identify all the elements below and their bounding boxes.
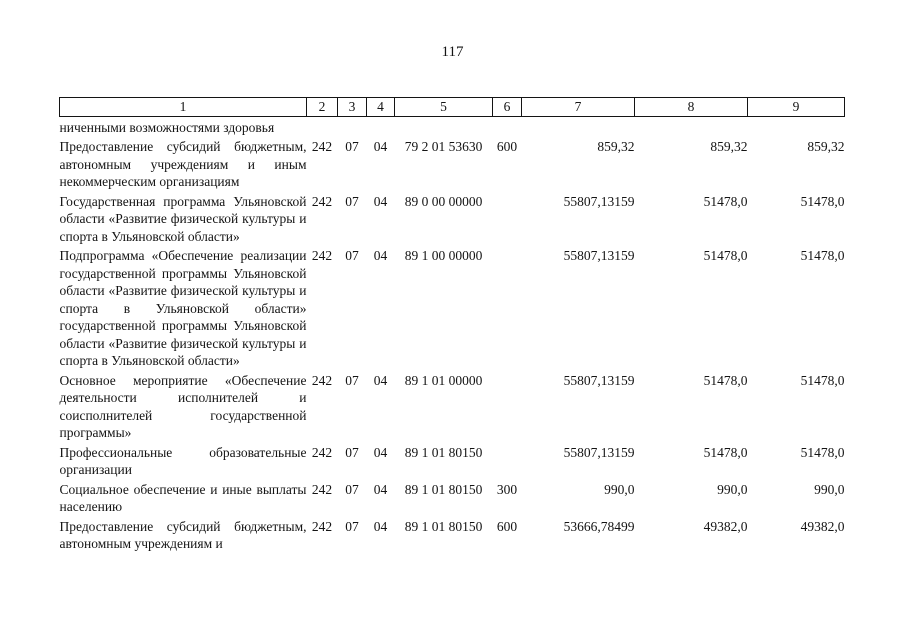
row-name-cell: Основное мероприятие «Обеспечение деятельности исполнителей и соисполнителей государственной программы» — [59, 372, 307, 440]
row-name-cell: Социальное обеспечение и иные выплаты населению — [59, 481, 307, 514]
row-code-4-cell — [367, 116, 395, 136]
row-code-5-cell: 89 1 01 80150 — [404, 444, 483, 460]
row-code-2-cell: 242 — [311, 518, 333, 534]
col-header-5: 5 — [395, 98, 493, 117]
row-code-3-cell: 07 — [345, 518, 359, 534]
col-header-1: 1 — [60, 98, 307, 117]
row-name-cell: Предоставление субсидий бюджетным, автономным учреждениям и — [59, 518, 307, 551]
row-amount-8-cell: 859,32 — [710, 139, 748, 154]
row-code-5-cell: 89 1 01 00000 — [404, 372, 483, 388]
row-name-cell: Профессиональные образовательные организации — [59, 444, 307, 477]
row-code-3-cell — [338, 116, 367, 136]
row-code-5-cell: 89 0 00 00000 — [404, 193, 483, 209]
row-code-3-cell: 07 — [345, 372, 359, 388]
row-amount-7-cell: 55807,13159 — [563, 193, 635, 209]
row-amount-9-cell: 51478,0 — [800, 372, 845, 388]
table-row — [60, 442, 845, 479]
row-code-4-cell: 04 — [373, 248, 388, 263]
col-header-3: 3 — [338, 98, 367, 117]
row-code-5-cell: 89 1 00 00000 — [404, 248, 483, 263]
row-code-2-cell: 242 — [311, 139, 333, 154]
row-amount-8-cell: 990,0 — [717, 481, 748, 497]
row-code-4-cell: 04 — [373, 444, 388, 460]
row-name-cell: Государственная программа Ульяновской области «Развитие физической культуры и спорта в Ульяновской области» — [59, 193, 307, 244]
row-code-2-cell: 242 — [311, 444, 333, 460]
row-code-6-cell: 300 — [496, 481, 518, 497]
header-row — [60, 98, 845, 117]
table-row — [60, 516, 845, 553]
row-amount-7-cell: 55807,13159 — [563, 372, 635, 388]
row-amount-8-cell — [635, 116, 748, 136]
row-amount-8-cell: 51478,0 — [703, 248, 748, 263]
row-amount-7-cell — [522, 116, 635, 136]
row-amount-7-cell: 990,0 — [604, 481, 635, 497]
row-code-4-cell: 04 — [373, 518, 388, 534]
row-code-6-cell: 600 — [496, 139, 518, 154]
row-code-6-cell — [493, 370, 522, 442]
row-code-6-cell — [493, 116, 522, 136]
row-code-3-cell: 07 — [345, 248, 359, 263]
table-row — [60, 479, 845, 516]
row-code-4-cell: 04 — [373, 372, 388, 388]
row-amount-9-cell: 51478,0 — [800, 444, 845, 460]
row-amount-8-cell: 51478,0 — [703, 444, 748, 460]
row-code-6-cell — [493, 442, 522, 479]
table-row — [60, 116, 845, 136]
row-code-2-cell: 242 — [311, 481, 333, 497]
row-amount-7-cell: 55807,13159 — [563, 248, 635, 263]
col-header-9: 9 — [748, 98, 845, 117]
row-amount-7-cell: 53666,78499 — [563, 518, 635, 534]
row-amount-9-cell: 51478,0 — [800, 193, 845, 209]
row-code-6-cell — [493, 191, 522, 246]
row-amount-8-cell: 49382,0 — [703, 518, 748, 534]
row-amount-8-cell: 51478,0 — [703, 372, 748, 388]
row-code-6-cell: 600 — [496, 518, 518, 534]
page-number: 117 — [441, 44, 464, 60]
row-code-3-cell: 07 — [345, 444, 359, 460]
row-code-5-cell — [395, 116, 493, 136]
table-body — [60, 116, 845, 553]
row-code-6-cell — [493, 245, 522, 370]
row-amount-7-cell: 55807,13159 — [563, 444, 635, 460]
row-code-3-cell: 07 — [345, 139, 359, 154]
row-code-4-cell: 04 — [373, 481, 388, 497]
row-name-cell: Предоставление субсидий бюджетным, автономным учреждениям и иным некоммерческим организациям — [59, 139, 307, 189]
row-code-2-cell — [307, 116, 338, 136]
col-header-4: 4 — [367, 98, 395, 117]
col-header-8: 8 — [635, 98, 748, 117]
row-amount-9-cell — [748, 116, 845, 136]
row-name-cell: Подпрограмма «Обеспечение реализации государственной программы Ульяновской области «Развитие физической культуры и спорта в Ульяновской области» государственной программы Ульяновской области «Развитие физической культуры и спорта в Ульяновской области» — [59, 248, 307, 368]
table-row — [60, 191, 845, 246]
table-row — [60, 136, 845, 191]
row-amount-9-cell: 859,32 — [807, 139, 845, 154]
row-amount-9-cell: 51478,0 — [800, 248, 845, 263]
row-amount-8-cell: 51478,0 — [703, 193, 748, 209]
budget-table — [59, 97, 845, 553]
row-amount-7-cell: 859,32 — [597, 139, 635, 154]
row-code-4-cell: 04 — [373, 139, 388, 154]
row-amount-9-cell: 990,0 — [814, 481, 845, 497]
row-code-3-cell: 07 — [345, 481, 359, 497]
row-code-5-cell: 89 1 01 80150 — [404, 481, 483, 497]
row-code-5-cell: 89 1 01 80150 — [404, 518, 483, 534]
row-code-3-cell: 07 — [345, 193, 359, 209]
row-code-2-cell: 242 — [311, 372, 333, 388]
table-row — [60, 245, 845, 370]
row-code-5-cell: 79 2 01 53630 — [404, 139, 483, 154]
row-code-2-cell: 242 — [311, 248, 333, 263]
row-code-4-cell: 04 — [373, 193, 388, 209]
col-header-7: 7 — [522, 98, 635, 117]
col-header-2: 2 — [307, 98, 338, 117]
table-row — [60, 370, 845, 442]
col-header-6: 6 — [493, 98, 522, 117]
row-name-cell: ниченными возможностями здоровья — [59, 119, 275, 135]
row-amount-9-cell: 49382,0 — [800, 518, 845, 534]
row-code-2-cell: 242 — [311, 193, 333, 209]
